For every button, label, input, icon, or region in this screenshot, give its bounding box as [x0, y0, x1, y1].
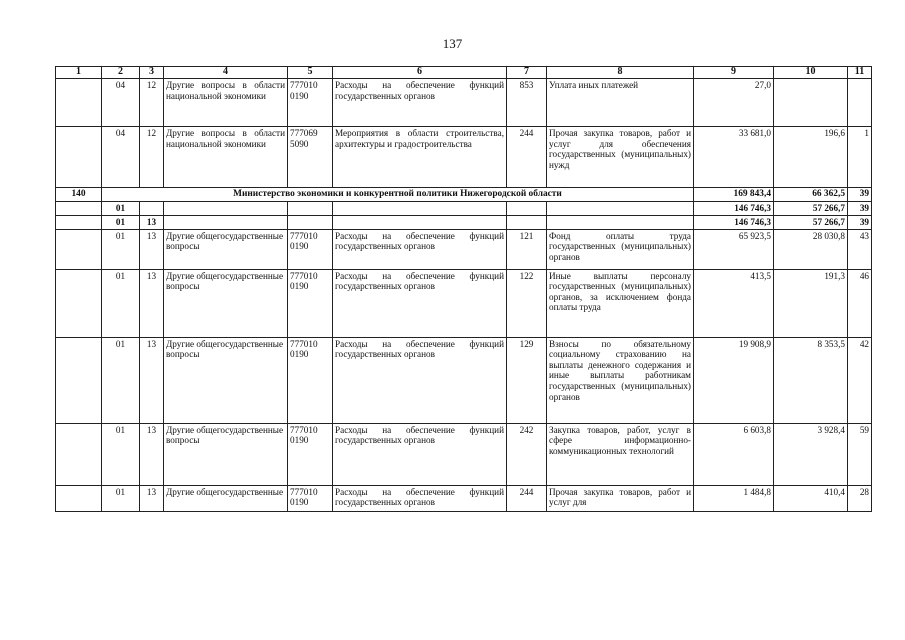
- target-article-name-cell: [333, 201, 507, 215]
- subsection-name-cell: [164, 201, 288, 215]
- ministry-code-cell: [56, 229, 102, 269]
- percent-cell: 39: [848, 188, 872, 202]
- percent-cell: 46: [848, 269, 872, 337]
- column-header: 10: [774, 67, 848, 79]
- column-header: 1: [56, 67, 102, 79]
- expense-type-cell: [507, 201, 547, 215]
- expense-type-name-cell: Прочая закупка товаров, работ и услуг для: [547, 485, 694, 511]
- section-code-cell: 01: [102, 229, 140, 269]
- expense-type-name-cell: Прочая закупка товаров, работ и услуг для обеспечения государственных (муниципальных) нужд: [547, 127, 694, 188]
- target-article-name-cell: Расходы на обеспечение функций государственных органов: [333, 423, 507, 485]
- ministry-code-cell: [56, 201, 102, 215]
- amount-cell: 6 603,8: [694, 423, 774, 485]
- subsection-code-cell: 13: [140, 485, 164, 511]
- subsection-code-cell: 13: [140, 337, 164, 423]
- column-header: 5: [288, 67, 333, 79]
- ministry-code-cell: [56, 127, 102, 188]
- table-row: [56, 79, 872, 127]
- amount-cell: 33 681,0: [694, 127, 774, 188]
- target-article-name-cell: Расходы на обеспечение функций государственных органов: [333, 485, 507, 511]
- expense-type-cell: 122: [507, 269, 547, 337]
- column-header: 2: [102, 67, 140, 79]
- target-article-cell: 777010 0190: [288, 79, 333, 127]
- target-article-name-cell: [333, 215, 507, 229]
- table-row: [56, 337, 872, 423]
- ministry-code-cell: [56, 423, 102, 485]
- subsection-code-cell: [140, 201, 164, 215]
- subsection-code-cell: 13: [140, 215, 164, 229]
- section-code-cell: 01: [102, 485, 140, 511]
- percent-cell: 39: [848, 201, 872, 215]
- ministry-total-row: [56, 188, 872, 202]
- section-code-cell: 01: [102, 201, 140, 215]
- percent-cell: [848, 79, 872, 127]
- subsection-total-row: [56, 215, 872, 229]
- percent-cell: 28: [848, 485, 872, 511]
- ministry-code-cell: [56, 337, 102, 423]
- amount-cell: 19 908,9: [694, 337, 774, 423]
- amount-cell: 27,0: [694, 79, 774, 127]
- executed-cell: 57 266,7: [774, 215, 848, 229]
- section-code-cell: 01: [102, 423, 140, 485]
- column-header: 6: [333, 67, 507, 79]
- subsection-code-cell: 13: [140, 423, 164, 485]
- ministry-code-cell: [56, 79, 102, 127]
- target-article-cell: 777010 0190: [288, 229, 333, 269]
- table-row: [56, 423, 872, 485]
- expense-type-cell: 244: [507, 127, 547, 188]
- target-article-cell: 777069 5090: [288, 127, 333, 188]
- expense-type-cell: 129: [507, 337, 547, 423]
- amount-cell: 146 746,3: [694, 201, 774, 215]
- expense-type-name-cell: [547, 201, 694, 215]
- executed-cell: 57 266,7: [774, 201, 848, 215]
- column-header: 3: [140, 67, 164, 79]
- executed-cell: [774, 79, 848, 127]
- executed-cell: 191,3: [774, 269, 848, 337]
- table-row: [56, 269, 872, 337]
- target-article-cell: [288, 215, 333, 229]
- percent-cell: 59: [848, 423, 872, 485]
- executed-cell: 410,4: [774, 485, 848, 511]
- expense-type-name-cell: Иные выплаты персоналу государственных (муниципальных) органов, за исключением фонда оплаты труда: [547, 269, 694, 337]
- expense-type-name-cell: Закупка товаров, работ, услуг в сфере информационно-коммуникационных технологий: [547, 423, 694, 485]
- expense-type-cell: 853: [507, 79, 547, 127]
- expense-type-name-cell: Уплата иных платежей: [547, 79, 694, 127]
- amount-cell: 1 484,8: [694, 485, 774, 511]
- section-code-cell: 01: [102, 269, 140, 337]
- page-number: 137: [442, 36, 463, 51]
- column-header: 7: [507, 67, 547, 79]
- expense-type-cell: 121: [507, 229, 547, 269]
- subsection-name-cell: Другие общегосударственные вопросы: [164, 423, 288, 485]
- ministry-code: 140: [56, 188, 102, 202]
- subsection-name-cell: Другие общегосударственные вопросы: [164, 337, 288, 423]
- executed-cell: 8 353,5: [774, 337, 848, 423]
- expense-type-cell: [507, 215, 547, 229]
- amount-cell: 65 923,5: [694, 229, 774, 269]
- subsection-name-cell: Другие общегосударственные вопросы: [164, 269, 288, 337]
- target-article-cell: 777010 0190: [288, 423, 333, 485]
- subsection-name-cell: Другие общегосударственные: [164, 485, 288, 511]
- percent-cell: 43: [848, 229, 872, 269]
- percent-cell: 1: [848, 127, 872, 188]
- target-article-name-cell: Расходы на обеспечение функций государственных органов: [333, 79, 507, 127]
- executed-cell: 3 928,4: [774, 423, 848, 485]
- target-article-cell: 777010 0190: [288, 337, 333, 423]
- column-header: 8: [547, 67, 694, 79]
- column-header: 9: [694, 67, 774, 79]
- percent-cell: 39: [848, 215, 872, 229]
- expense-type-cell: 244: [507, 485, 547, 511]
- expense-type-name-cell: [547, 215, 694, 229]
- subsection-name-cell: [164, 215, 288, 229]
- subsection-code-cell: 12: [140, 79, 164, 127]
- column-header: 4: [164, 67, 288, 79]
- ministry-code-cell: [56, 215, 102, 229]
- percent-cell: 42: [848, 337, 872, 423]
- amount-cell: 146 746,3: [694, 215, 774, 229]
- subsection-name-cell: Другие общегосударственные вопросы: [164, 229, 288, 269]
- section-code-cell: 04: [102, 127, 140, 188]
- target-article-name-cell: Мероприятия в области строительства, архитектуры и градостроительства: [333, 127, 507, 188]
- table-row: [56, 229, 872, 269]
- target-article-cell: 777010 0190: [288, 269, 333, 337]
- ministry-code-cell: [56, 269, 102, 337]
- column-header-row: [56, 67, 872, 79]
- expense-type-name-cell: Фонд оплаты труда государственных (муниципальных) органов: [547, 229, 694, 269]
- subsection-name-cell: Другие вопросы в области национальной экономики: [164, 127, 288, 188]
- table-row: [56, 485, 872, 511]
- target-article-cell: 777010 0190: [288, 485, 333, 511]
- expense-type-cell: 242: [507, 423, 547, 485]
- target-article-cell: [288, 201, 333, 215]
- section-total-row: [56, 201, 872, 215]
- target-article-name-cell: Расходы на обеспечение функций государственных органов: [333, 229, 507, 269]
- target-article-name-cell: Расходы на обеспечение функций государственных органов: [333, 269, 507, 337]
- amount-cell: 169 843,4: [694, 188, 774, 202]
- target-article-name-cell: Расходы на обеспечение функций государственных органов: [333, 337, 507, 423]
- subsection-name-cell: Другие вопросы в области национальной экономики: [164, 79, 288, 127]
- column-header: 11: [848, 67, 872, 79]
- amount-cell: 413,5: [694, 269, 774, 337]
- executed-cell: 28 030,8: [774, 229, 848, 269]
- executed-cell: 66 362,5: [774, 188, 848, 202]
- section-code-cell: 04: [102, 79, 140, 127]
- subsection-code-cell: 12: [140, 127, 164, 188]
- section-code-cell: 01: [102, 215, 140, 229]
- subsection-code-cell: 13: [140, 269, 164, 337]
- ministry-name: Министерство экономики и конкурентной политики Нижегородской области: [102, 188, 694, 202]
- subsection-code-cell: 13: [140, 229, 164, 269]
- table-row: [56, 127, 872, 188]
- ministry-code-cell: [56, 485, 102, 511]
- budget-table: [55, 66, 872, 512]
- executed-cell: 196,6: [774, 127, 848, 188]
- expense-type-name-cell: Взносы по обязательному социальному страхованию на выплаты денежного содержания и иные выплаты работникам государственных (муниципальных) органов: [547, 337, 694, 423]
- section-code-cell: 01: [102, 337, 140, 423]
